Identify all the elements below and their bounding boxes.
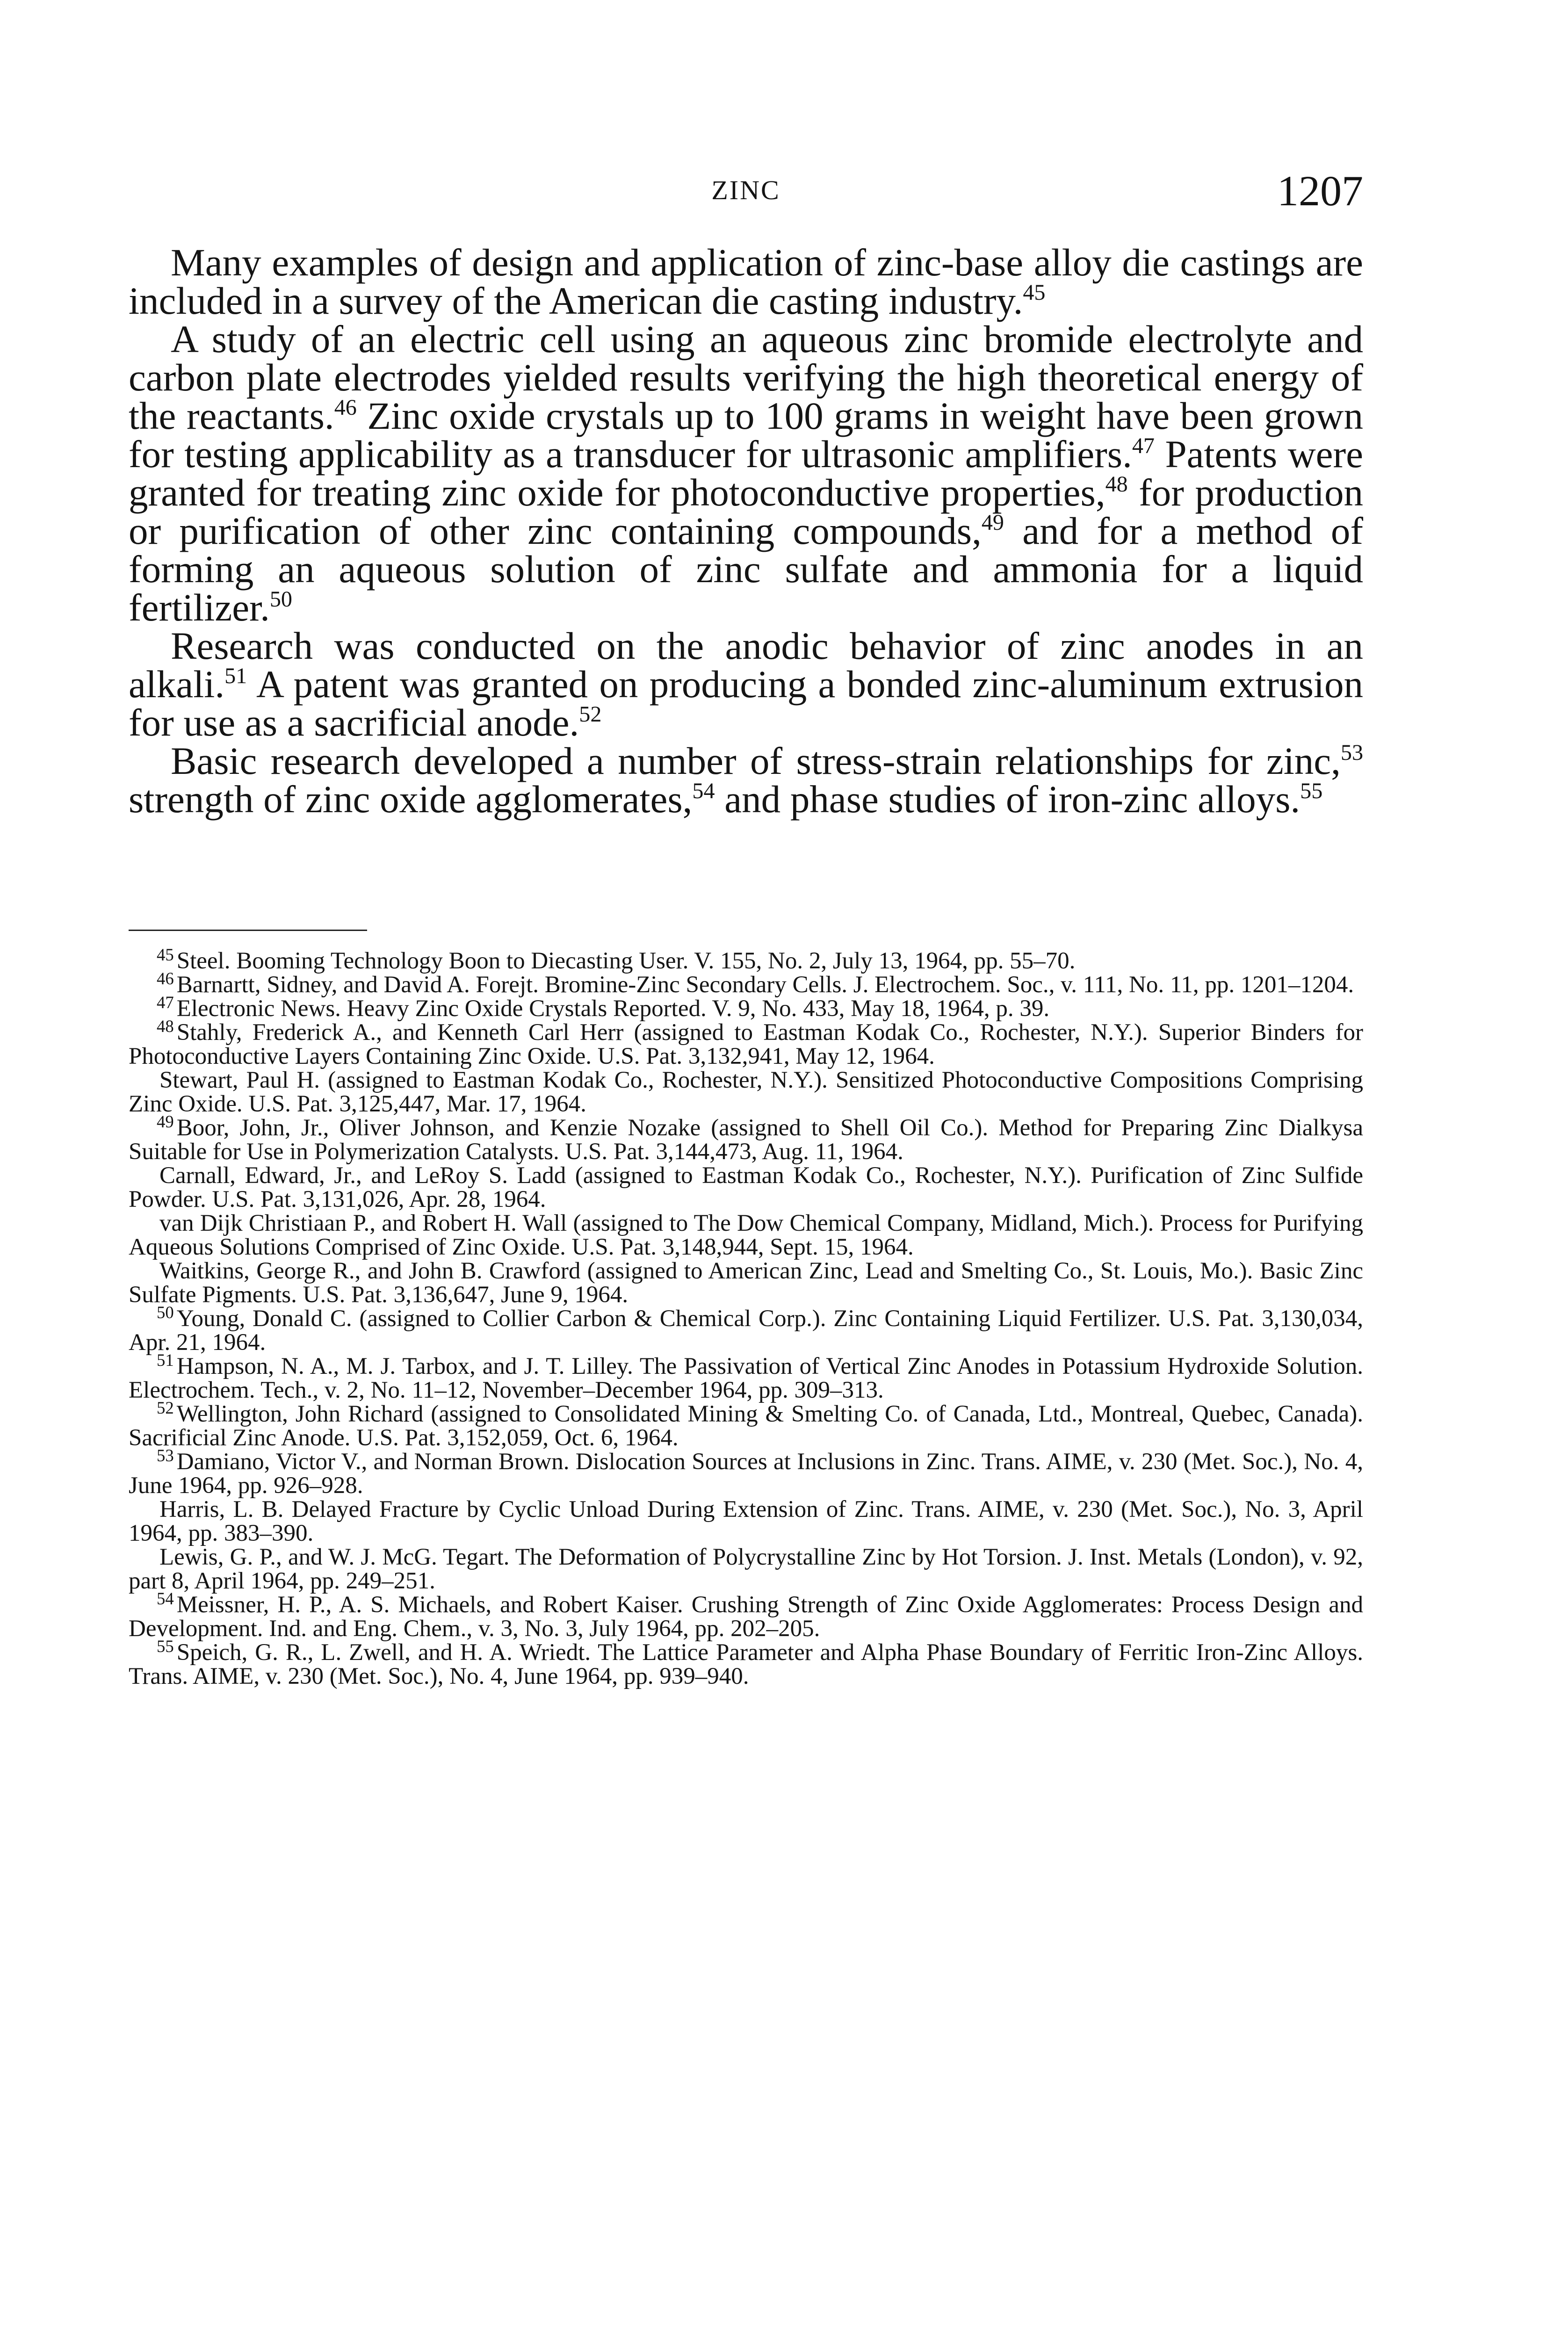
running-title: ZINC [711, 175, 780, 205]
body-text [129, 241, 1363, 821]
footnote-ref: 49 [981, 510, 1004, 535]
footnote-divider [129, 930, 367, 931]
footnotes [129, 945, 1363, 1689]
footnote [129, 1637, 1363, 1689]
footnote-text: Steel. Booming Technology Boon to Diecasting User. V. 155, No. 2, July 13, 1964, pp. 55–70. [176, 948, 1076, 974]
footnote [129, 1259, 1363, 1307]
footnote-mark: 55 [157, 1637, 174, 1656]
footnote-mark: 47 [157, 993, 174, 1012]
footnote-ref: 47 [1132, 433, 1155, 459]
footnote-ref: 54 [692, 779, 715, 804]
footnote-text: Carnall, Edward, Jr., and LeRoy S. Ladd (assigned to Eastman Kodak Co., Rochester, N.Y.). Purification of Zinc Sulfide Powder. U.S. Pat. 3,131,026, Apr. 28, 1964. [129, 1162, 1363, 1212]
sentence: Zinc oxide crystals up to 100 grams in weight have been grown for testing applicability as a transducer for ultrasonic amplifiers. [129, 394, 1363, 476]
footnote-mark: 50 [157, 1303, 174, 1322]
footnote-mark: 46 [157, 969, 174, 989]
footnote-ref: 52 [579, 702, 602, 727]
footnote-text: Stewart, Paul H. (assigned to Eastman Kodak Co., Rochester, N.Y.). Sensitized Photoconductive Compositions Comprising Zinc Oxide. U.S. Pat. 3,125,447, Mar. 17, 1964. [129, 1067, 1363, 1117]
sentence: Patents were granted for treating zinc oxide for photoconductive properties, [129, 433, 1363, 514]
sentence: A study of an electric cell using an aqueous zinc bromide electrolyte and carbon plate electrodes yielded results verifying the high theoretical energy of the reactants. [129, 318, 1363, 437]
paragraph-2 [129, 320, 1363, 627]
footnote-text: Meissner, H. P., A. S. Michaels, and Robert Kaiser. Crushing Strength of Zinc Oxide Agglomerates: Process Design and Development. Ind. and Eng. Chem., v. 3, No. 3, July 1964, pp. 202–205. [129, 1592, 1363, 1642]
footnote-text: Speich, G. R., L. Zwell, and H. A. Wriedt. The Lattice Parameter and Alpha Phase Boundary of Ferritic Iron-Zinc Alloys. Trans. AIME, v. 230 (Met. Soc.), No. 4, June 1964, pp. 939–940. [129, 1639, 1363, 1689]
footnote [129, 1545, 1363, 1593]
footnote-mark: 54 [157, 1589, 174, 1609]
footnote-text: Young, Donald C. (assigned to Collier Carbon & Chemical Corp.). Zinc Containing Liquid Fertilizer. U.S. Pat. 3,130,034, Apr. 21, 1964. [129, 1306, 1363, 1356]
sentence: and for a method of forming an aqueous solution of zinc sulfate and ammonia for a liquid fertilizer. [129, 509, 1363, 629]
footnote-text: Harris, L. B. Delayed Fracture by Cyclic Unload During Extension of Zinc. Trans. AIME, v. 230 (Met. Soc.), No. 3, April 1964, pp. 383–390. [129, 1496, 1363, 1546]
footnote [129, 1212, 1363, 1259]
footnote-ref: 53 [1340, 740, 1363, 765]
footnote [129, 993, 1363, 1022]
footnote-ref: 51 [224, 664, 247, 689]
footnote-text: Boor, John, Jr., Oliver Johnson, and Kenzie Nozake (assigned to Shell Oil Co.). Method for Preparing Zinc Dialkysa Suitable for Use in Polymerization Catalysts. U.S. Pat. 3,144,473, Aug. 11, 1964. [129, 1115, 1363, 1165]
sentence: for production or purification of other zinc containing compounds, [129, 471, 1363, 552]
footnote [129, 1068, 1363, 1116]
footnote-ref: 55 [1300, 779, 1323, 804]
footnote-ref: 45 [1023, 280, 1046, 305]
footnote [129, 1017, 1363, 1069]
footnote-text: Barnartt, Sidney, and David A. Forejt. Bromine-Zinc Secondary Cells. J. Electrochem. Soc., v. 111, No. 11, pp. 1201–1204. [176, 972, 1354, 998]
footnote [129, 1303, 1363, 1356]
sentence: Research was conducted on the anodic behavior of zinc anodes in an alkali. [129, 624, 1363, 706]
footnote-text: Wellington, John Richard (assigned to Consolidated Mining & Smelting Co. of Canada, Ltd., Montreal, Quebec, Canada). Sacrificial Zinc Anode. U.S. Pat. 3,152,059, Oct. 6, 1964. [129, 1401, 1363, 1451]
sentence: Basic research developed a number of stress-strain relationships for zinc, [171, 739, 1341, 782]
sentence: A patent was granted on producing a bonded zinc-aluminum extrusion for use as a sacrificial anode. [129, 663, 1363, 744]
footnote-text: Electronic News. Heavy Zinc Oxide Crystals Reported. V. 9, No. 433, May 18, 1964, p. 39. [176, 996, 1050, 1022]
sentence: strength of zinc oxide agglomerates, [129, 778, 693, 821]
footnote [129, 969, 1363, 998]
footnote-mark: 51 [157, 1350, 174, 1370]
footnote [129, 1498, 1363, 1545]
paragraph-4 [129, 739, 1363, 821]
footnote [129, 1164, 1363, 1212]
footnote-ref: 46 [334, 395, 357, 420]
page-number: 1207 [1277, 167, 1363, 215]
footnote [129, 1350, 1363, 1403]
paragraph-1 [129, 243, 1363, 320]
footnote-text: Waitkins, George R., and John B. Crawford (assigned to American Zinc, Lead and Smelting Co., St. Louis, Mo.). Basic Zinc Sulfate Pigments. U.S. Pat. 3,136,647, June 9, 1964. [129, 1258, 1363, 1308]
sentence: Many examples of design and application of zinc-base alloy die castings are included in a survey of the American die casting industry. [129, 241, 1363, 322]
footnote-text: Lewis, G. P., and W. J. McG. Tegart. The Deformation of Polycrystalline Zinc by Hot Torsion. J. Inst. Metals (London), v. 92, part 8, April 1964, pp. 249–251. [129, 1544, 1363, 1594]
footnote-text: Stahly, Frederick A., and Kenneth Carl Herr (assigned to Eastman Kodak Co., Rochester, N.Y.). Superior Binders for Photoconductive Layers Containing Zinc Oxide. U.S. Pat. 3,132,941, May 12, 1964. [129, 1019, 1363, 1069]
footnote [129, 1446, 1363, 1499]
footnote-mark: 53 [157, 1446, 174, 1465]
footnote-mark: 48 [157, 1017, 174, 1036]
paragraph-3 [129, 624, 1363, 744]
footnote [129, 1398, 1363, 1451]
footnote-text: van Dijk Christiaan P., and Robert H. Wall (assigned to The Dow Chemical Company, Midland, Mich.). Process for Purifying Aqueous Solutions Comprised of Zinc Oxide. U.S. Pat. 3,148,944, Sept. 15, 1964. [129, 1210, 1363, 1260]
running-head [129, 166, 1363, 217]
footnote-mark: 45 [157, 945, 174, 965]
footnote [129, 1112, 1363, 1165]
footnote-text: Damiano, Victor V., and Norman Brown. Dislocation Sources at Inclusions in Zinc. Trans. AIME, v. 230 (Met. Soc.), No. 4, June 1964, pp. 926–928. [129, 1449, 1363, 1499]
footnote-mark: 52 [157, 1398, 174, 1418]
footnote [129, 945, 1363, 974]
footnote-ref: 50 [269, 587, 292, 612]
footnote-mark: 49 [157, 1112, 174, 1132]
sentence: and phase studies of iron-zinc alloys. [715, 778, 1301, 821]
footnote-ref: 48 [1105, 472, 1128, 497]
footnote-text: Hampson, N. A., M. J. Tarbox, and J. T. Lilley. The Passivation of Vertical Zinc Anodes in Potassium Hydroxide Solution. Electrochem. Tech., v. 2, No. 11–12, November–December 1964, pp. 309–313. [129, 1353, 1363, 1403]
footnote [129, 1589, 1363, 1642]
